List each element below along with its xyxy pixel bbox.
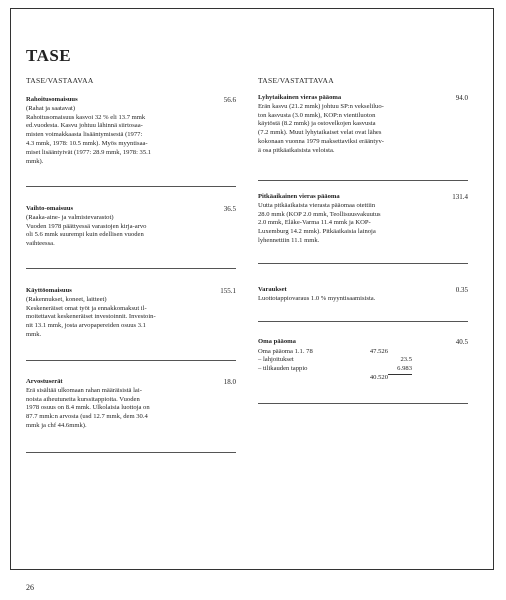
table-row	[258, 365, 412, 374]
section-pitkaaikainen	[258, 193, 468, 246]
section-amount: 131.4	[452, 193, 468, 201]
section-heading: Varaukset	[258, 286, 287, 293]
section-text: Erän kasvu (21.2 mmk) johtuu SP:n vekseliluo- ton kasvusta (3.0 mmk), KOP:n vientiluoton käytöstä (8.2 mmk) ja ostovelkojen kasvusta (7.2 mmk). Muut lyhytaikaiset velat ovat lähes kokonaan vuonna 1979 maksettaviksi erääntyv- ä osa pitkäaikaisista veloista.	[258, 102, 384, 154]
section-heading: Käyttöomaisuus	[26, 287, 72, 294]
section-text: Luottotappiovaraus 1.0 % myyntisaamisista.	[258, 294, 376, 302]
row-value: 23.5	[400, 356, 412, 364]
row-value	[350, 356, 388, 365]
section-text: Erä sisältää ulkomaan rahan määräisistä lai- noista aiheutuneita kurssitappioita. Vuoden 1978 osuus on 8.4 mmk. Ulkolaisia luottoja on 87.7 mmk:n arvosta (usd 12.7 mmk, dem 30.4 mmk ja chf 44.6mmk).	[26, 386, 150, 429]
equity-table	[258, 348, 412, 383]
section-text: (Rakennukset, koneet, laitteet) Keskeneräiset omat työt ja ennakkomaksut il- moitettavat keskeneräiset investoinnit. Investoin- nit 13.1 mmk, josta arvopapereiden osuus 3.1 mmk.	[26, 295, 156, 338]
row-label: Oma pääoma 1.1. 78	[258, 347, 313, 355]
row-label: – tilikauden tappio	[258, 365, 308, 373]
section-divider	[258, 321, 468, 322]
section-amount: 0.35	[455, 286, 468, 294]
section-text: (Raaka-aine- ja valmistevarastot) Vuoden 1978 päättyessä varastojen kirja-arvo oli 5.6 mmk suurempi kuin edellisen vuoden vaihteessa.	[26, 213, 147, 248]
row-label	[258, 374, 350, 383]
row-value: 47.526	[369, 347, 388, 355]
section-divider	[258, 263, 468, 264]
section-divider	[26, 186, 236, 187]
section-arvostuserat	[26, 378, 236, 431]
section-varaukset	[258, 286, 468, 304]
section-amount: 155.1	[220, 287, 236, 295]
row-value	[388, 348, 412, 357]
table-row	[258, 348, 412, 357]
section-heading: Lyhytaikainen vieras pääoma	[258, 94, 342, 101]
section-divider	[26, 452, 236, 453]
section-text: (Rahat ja saatavat) Rahoitusomaisuus kasvoi 32 % eli 13.7 mmk ed.vuodesta. Kasvu johtuu lähinnä siirtosaa- misten voimakkaasta lisääntymisestä (1977: 4.3 mmk, 1978: 10.5 mmk). Myös myyntisaa- miset lisääntyivät (1977: 28.9 mmk, 1978: 35.1 mmk).	[26, 104, 152, 165]
section-lyhytaikainen	[258, 94, 468, 156]
section-rahoitusomaisuus	[26, 96, 236, 166]
row-label: – lahjoitukset	[258, 356, 294, 364]
section-heading: Oma pääoma	[258, 338, 296, 345]
section-vaihto-omaisuus	[26, 205, 236, 249]
section-amount: 40.5	[455, 338, 468, 346]
section-divider	[26, 268, 236, 269]
section-oma-paaoma	[258, 338, 468, 383]
table-row	[258, 374, 412, 383]
section-amount: 56.6	[223, 96, 236, 104]
section-amount: 18.0	[223, 378, 236, 386]
section-kayttoomaisuus	[26, 287, 236, 340]
section-heading: Pitkäaikainen vieras pääoma	[258, 193, 340, 200]
section-amount: 36.5	[223, 205, 236, 213]
section-text: Uutta pitkäaikaista vierasta pääomaa otettiin 28.0 mmk (KOP 2.0 mmk, Teollisuusvakuutus 2.0 mmk, Eläke-Varma 11.4 mmk ja KOP- Luxemburg 14.2 mmk). Pitkäaikaisia lainoja lyhennettiin 11.1 mmk.	[258, 201, 381, 244]
page-title: TASE	[26, 46, 72, 65]
row-value	[388, 374, 412, 383]
section-heading: Vaihto-omaisuus	[26, 205, 74, 212]
row-value: 6.983	[388, 365, 412, 374]
section-heading: Rahoitusomaisuus	[26, 96, 78, 103]
page-number: 26	[26, 583, 34, 592]
row-value: 40.520	[369, 374, 388, 382]
assets-heading: TASE/VASTAAVAA	[26, 76, 94, 85]
liabilities-heading: TASE/VASTATTAVAA	[258, 76, 334, 85]
section-heading: Arvostuserät	[26, 378, 63, 385]
section-amount: 94.0	[455, 94, 468, 102]
section-divider	[26, 360, 236, 361]
table-row	[258, 356, 412, 365]
section-divider	[258, 403, 468, 404]
section-divider	[258, 180, 468, 181]
row-value	[350, 365, 388, 374]
